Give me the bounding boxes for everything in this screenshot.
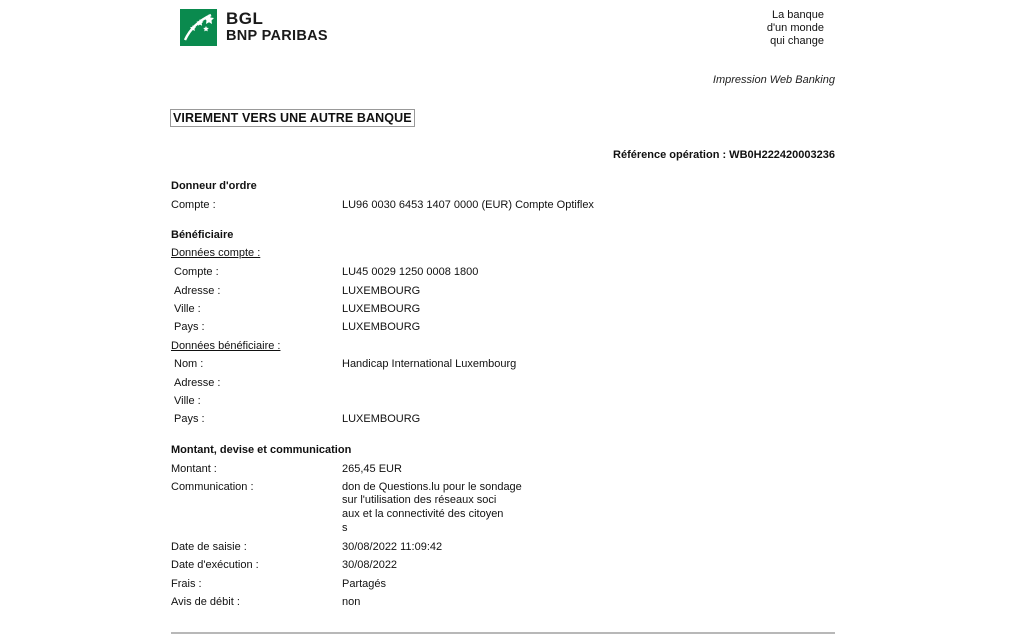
impression-label: Impression Web Banking [712,74,835,86]
donneur-compte-label: Compte : [171,199,216,211]
benef-compte-label: Compte : [174,266,219,278]
communication-line: sur l'utilisation des réseaux soci [342,494,497,506]
benef-compte-value: LU45 0029 1250 0008 1800 [342,266,479,278]
avis-debit-label: Avis de débit : [171,596,240,608]
frais-value: Partagés [342,578,387,590]
communication-line: don de Questions.lu pour le sondage [342,481,522,493]
benef-nom-value: Handicap International Luxembourg [342,358,517,370]
donneur-heading: Donneur d'ordre [171,180,257,192]
benef-ville2-label: Ville : [174,395,201,407]
montant-label: Montant : [171,463,217,475]
donnees-compte-subheading: Données compte : [171,247,261,259]
communication-line: s [342,522,348,534]
communication-line: aux et la connectivité des citoyen [342,508,504,520]
tagline-line: La banque [772,9,824,21]
montant-value: 265,45 EUR [342,463,402,475]
date-saisie-value: 30/08/2022 11:09:42 [342,541,443,553]
bnp-stars-logo-icon [180,9,217,46]
benef-pays2-label: Pays : [174,413,205,425]
document-title: VIREMENT VERS UNE AUTRE BANQUE [170,109,415,127]
benef-ville-label: Ville : [174,303,201,315]
benef-adresse2-label: Adresse : [174,377,221,389]
donneur-compte-value: LU96 0030 6453 1407 0000 (EUR) Compte Optiflex [342,199,594,211]
brand-name-line2: BNP PARIBAS [226,28,328,44]
date-execution-value: 30/08/2022 [342,559,398,571]
frais-label: Frais : [171,578,202,590]
benef-ville-value: LUXEMBOURG [342,303,421,315]
benef-adresse-label: Adresse : [174,285,221,297]
tagline-line: qui change [770,35,824,47]
date-execution-label: Date d'exécution : [171,559,259,571]
benef-pays-value: LUXEMBOURG [342,321,421,333]
beneficiaire-heading: Bénéficiaire [171,229,234,241]
montant-heading: Montant, devise et communication [171,444,352,456]
brand-tagline [740,9,824,48]
bank-logo [180,9,352,47]
communication-label: Communication : [171,481,254,493]
donnees-beneficiaire-subheading: Données bénéficiaire : [171,340,281,352]
benef-pays-label: Pays : [174,321,205,333]
footer-divider [171,632,835,634]
reference-operation: Référence opération : WB0H222420003236 [613,149,835,161]
benef-pays2-value: LUXEMBOURG [342,413,421,425]
benef-adresse-value: LUXEMBOURG [342,285,421,297]
tagline-line: d'un monde [766,22,824,34]
date-saisie-label: Date de saisie : [171,541,247,553]
avis-debit-value: non [342,596,361,608]
benef-nom-label: Nom : [174,358,204,370]
brand-name-line1: BGL [226,9,264,28]
